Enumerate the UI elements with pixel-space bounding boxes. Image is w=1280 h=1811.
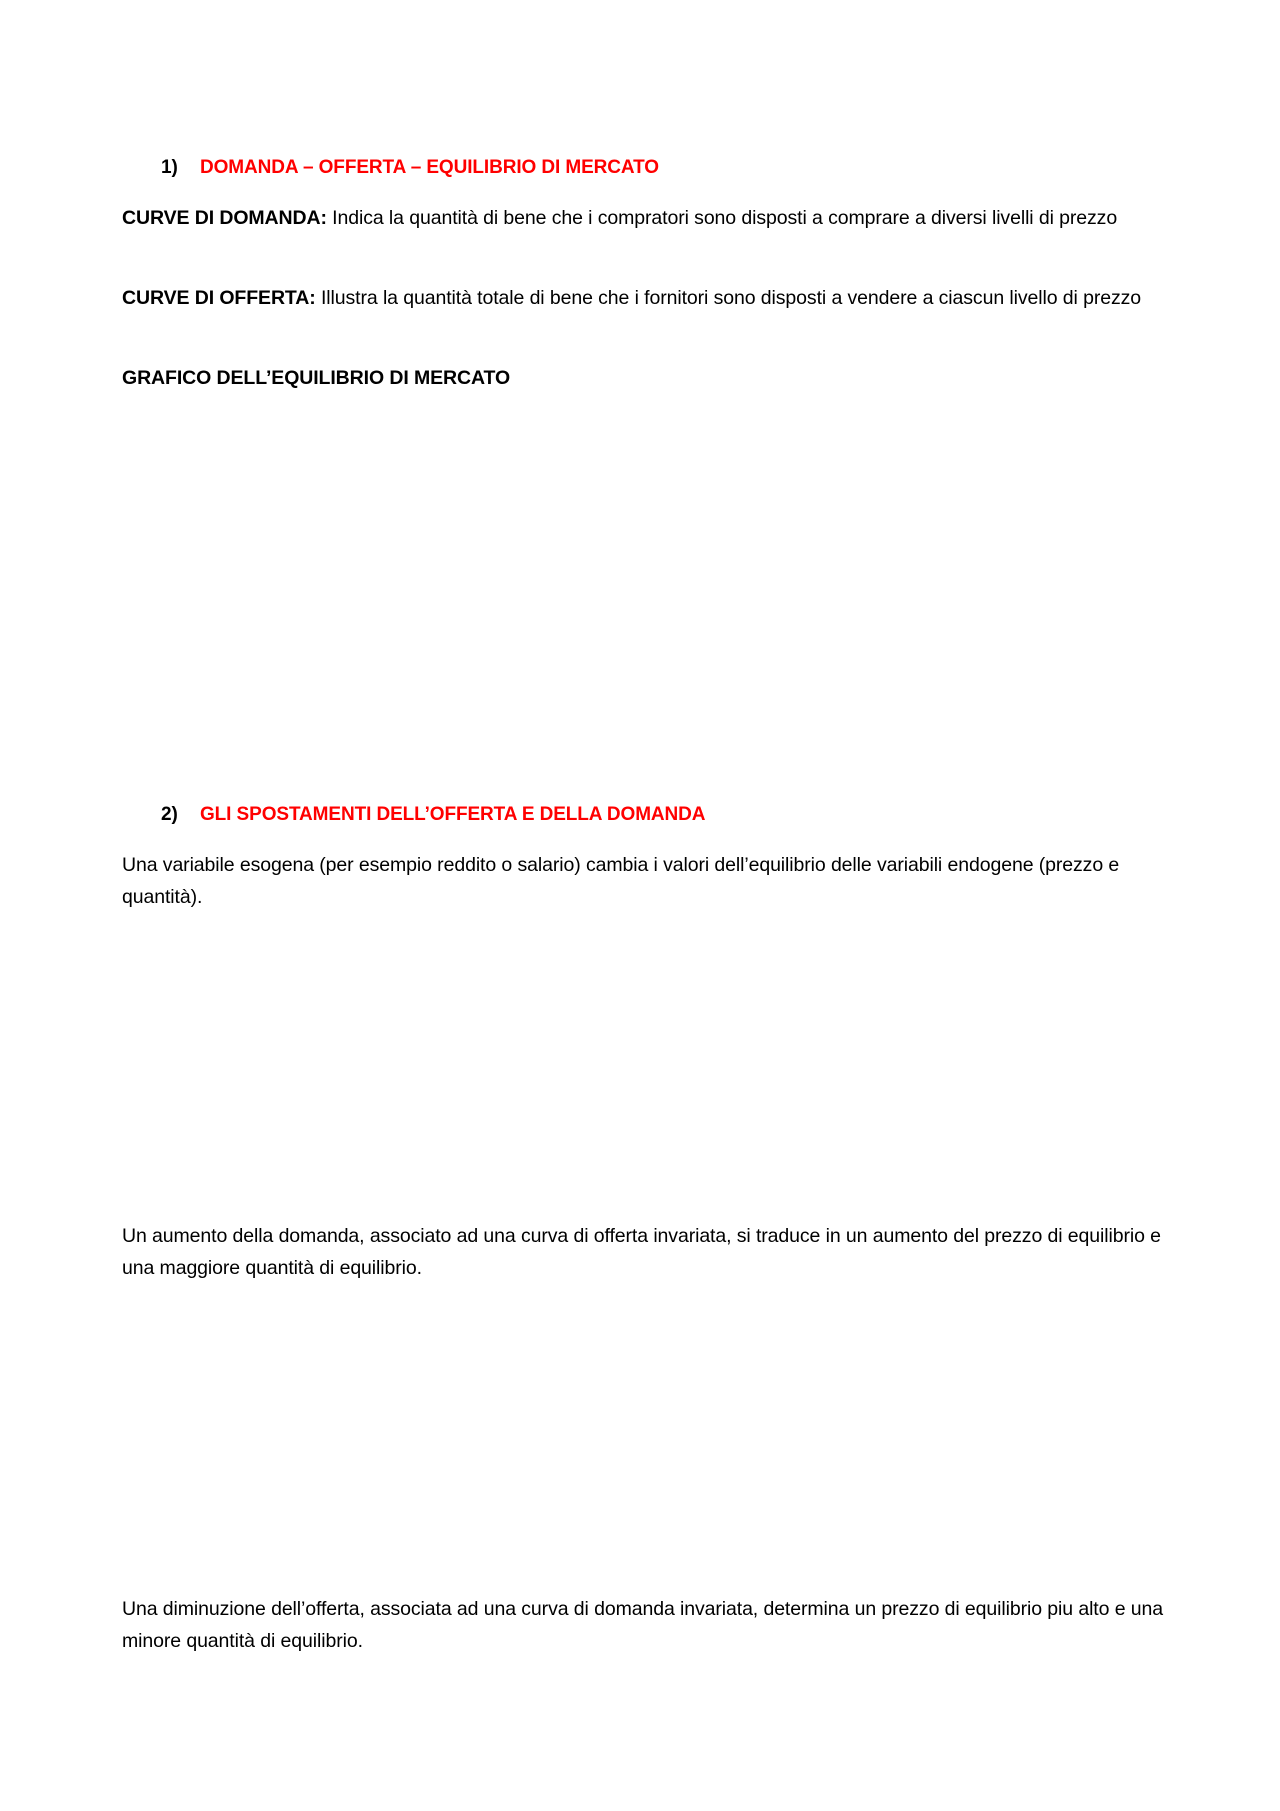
section-1-heading: [161, 156, 659, 180]
section-1-number: 1): [161, 157, 178, 178]
supply-curve-definition: [122, 282, 1172, 314]
demand-increase-paragraph: Un aumento della domanda, associato ad una curva di offerta invariata, si traduce in un aumento del prezzo di equilibrio e una maggiore quantità di equilibrio.: [122, 1225, 1161, 1279]
market-equilibrium-chart-heading: [122, 362, 1172, 394]
supply-curve-term: CURVE DI OFFERTA:: [122, 287, 316, 309]
section-1-title: DOMANDA – OFFERTA – EQUILIBRIO DI MERCATO: [200, 157, 659, 178]
section-2-number: 2): [161, 804, 178, 825]
section-2-heading: [161, 803, 705, 827]
section-2-title: GLI SPOSTAMENTI DELL’OFFERTA E DELLA DOMANDA: [200, 804, 706, 825]
demand-curve-term: CURVE DI DOMANDA:: [122, 207, 327, 229]
demand-curve-definition: [122, 202, 1172, 234]
chart-heading-text: GRAFICO DELL’EQUILIBRIO DI MERCATO: [122, 367, 511, 389]
exogenous-variable-paragraph: Una variabile esogena (per esempio reddito o salario) cambia i valori dell’equilibrio delle variabili endogene (prezzo e quantità).: [122, 854, 1120, 908]
supply-curve-text: Illustra la quantità totale di bene che i fornitori sono disposti a vendere a ciascun livello di prezzo: [315, 287, 1142, 309]
supply-decrease-paragraph: Una diminuzione dell’offerta, associata ad una curva di domanda invariata, determina un prezzo di equilibrio piu alto e una minore quantità di equilibrio.: [122, 1598, 1163, 1652]
demand-curve-text: Indica la quantità di bene che i compratori sono disposti a comprare a diversi livelli di prezzo: [326, 207, 1118, 229]
